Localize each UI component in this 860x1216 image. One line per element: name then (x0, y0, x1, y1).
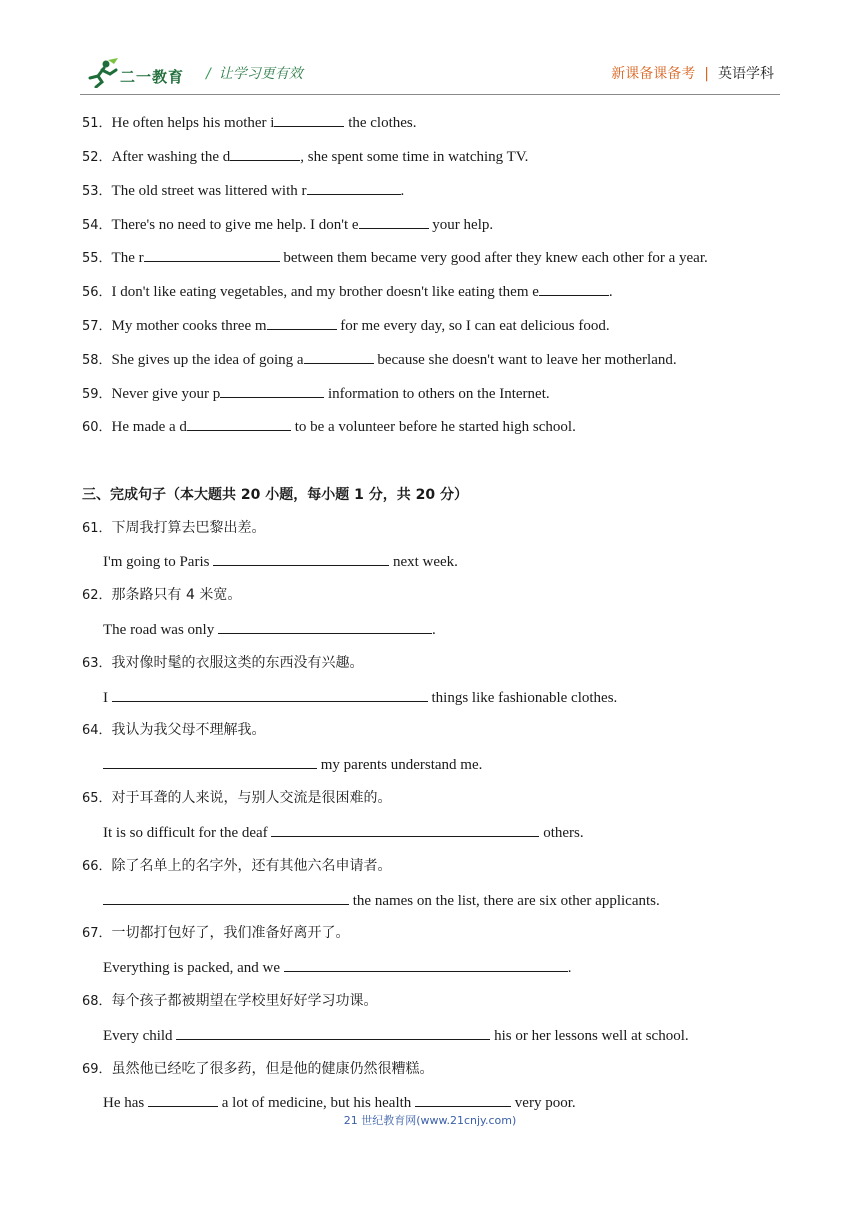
slogan: / 让学习更有效 (206, 66, 303, 82)
section-heading: 三、完成句子（本大题共 20 小题，每小题 1 分，共 20 分） (82, 487, 468, 503)
runner-logo-icon (84, 58, 120, 88)
answer-line-63: I things like fashionable clothes. (103, 687, 617, 708)
answer-blank[interactable] (415, 1092, 511, 1107)
answer-blank[interactable] (307, 180, 401, 195)
question-57: 57．My mother cooks three m for me every day, so I can eat delicious food. (82, 315, 610, 337)
question-59: 59．Never give your p information to others on the Internet. (82, 383, 550, 405)
question-61: 61．下周我打算去巴黎出差。 (82, 520, 266, 536)
answer-blank[interactable] (176, 1025, 490, 1040)
header-divider (80, 94, 780, 95)
question-64: 64．我认为我父母不理解我。 (82, 722, 266, 738)
question-55: 55．The r between them became very good after they knew each other for a year. (82, 247, 708, 269)
answer-line-69: He has a lot of medicine, but his health very poor. (103, 1092, 576, 1113)
question-69: 69．虽然他已经吃了很多药，但是他的健康仍然很糟糕。 (82, 1061, 434, 1077)
answer-blank[interactable] (359, 214, 429, 229)
answer-blank[interactable] (218, 619, 432, 634)
answer-blank[interactable] (103, 890, 349, 905)
page-footer: 21 世纪教育网(www.21cnjy.com) (343, 1114, 517, 1127)
answer-blank[interactable] (112, 687, 428, 702)
answer-blank[interactable] (148, 1092, 218, 1107)
logo (84, 58, 196, 88)
answer-line-66: the names on the list, there are six other applicants. (103, 890, 660, 911)
answer-blank[interactable] (271, 822, 539, 837)
answer-blank[interactable] (144, 247, 280, 262)
question-60: 60．He made a d to be a volunteer before he started high school. (82, 416, 576, 438)
answer-blank[interactable] (103, 754, 317, 769)
answer-blank[interactable] (539, 281, 609, 296)
page-header (80, 54, 780, 94)
question-52: 52．After washing the d , she spent some time in watching TV. (82, 146, 528, 168)
header-right (611, 63, 774, 83)
question-53: 53．The old street was littered with r . (82, 180, 404, 202)
subject-label: 英语学科 (718, 66, 774, 82)
answer-blank[interactable] (284, 957, 568, 972)
answer-blank[interactable] (213, 551, 389, 566)
logo-text: 二一教育 (120, 68, 185, 86)
answer-blank[interactable] (304, 349, 374, 364)
question-63: 63．我对像时髦的衣服这类的东西没有兴趣。 (82, 655, 364, 671)
question-51: 51．He often helps his mother i the clothes. (82, 112, 417, 134)
question-54: 54．There's no need to give me help. I don't e your help. (82, 214, 493, 236)
answer-line-65: It is so difficult for the deaf others. (103, 822, 584, 843)
header-separator: | (704, 66, 709, 82)
question-62: 62．那条路只有 4 米宽。 (82, 587, 242, 603)
question-65: 65．对于耳聋的人来说，与别人交流是很困难的。 (82, 790, 392, 806)
answer-line-61: I'm going to Paris next week. (103, 551, 458, 572)
question-58: 58．She gives up the idea of going a because she doesn't want to leave her motherland. (82, 349, 677, 371)
question-67: 67．一切都打包好了，我们准备好离开了。 (82, 925, 350, 941)
question-66: 66．除了名单上的名字外，还有其他六名申请者。 (82, 858, 392, 874)
answer-blank[interactable] (187, 416, 291, 431)
answer-line-68: Every child his or her lessons well at school. (103, 1025, 689, 1046)
answer-line-62: The road was only . (103, 619, 436, 640)
answer-blank[interactable] (267, 315, 337, 330)
exam-label: 新课备课备考 (611, 66, 696, 82)
answer-line-64: my parents understand me. (103, 754, 482, 775)
answer-blank[interactable] (274, 112, 344, 127)
answer-blank[interactable] (220, 383, 324, 398)
answer-line-67: Everything is packed, and we . (103, 957, 572, 978)
question-68: 68．每个孩子都被期望在学校里好好学习功课。 (82, 993, 378, 1009)
question-56: 56．I don't like eating vegetables, and my brother doesn't like eating them e . (82, 281, 613, 303)
answer-blank[interactable] (230, 146, 300, 161)
